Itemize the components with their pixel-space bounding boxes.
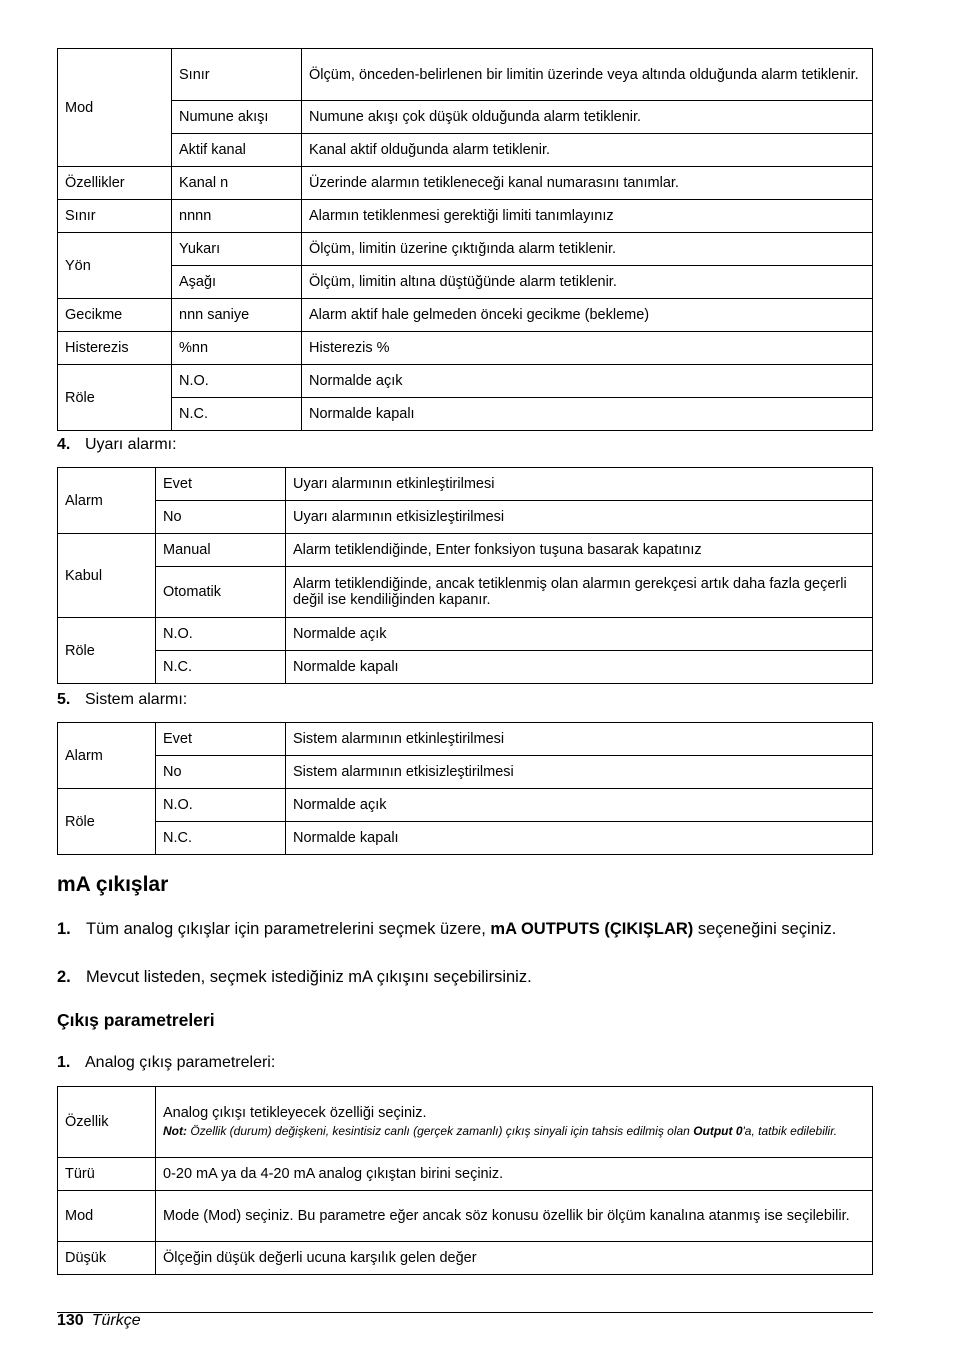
cell-numune-desc: Numune akışı çok düşük olduğunda alarm tetiklenir. [302, 101, 873, 134]
cell-turu: Türü [58, 1158, 156, 1191]
cell-kanal: Kanal n [172, 167, 302, 200]
cell-manual: Manual [156, 534, 286, 567]
output-parameters-table [57, 1086, 873, 1275]
cell-asagi-desc: Ölçüm, limitin altına düştüğünde alarm tetiklenir. [302, 266, 873, 299]
cell-no-contact: N.O. [156, 618, 286, 651]
cell-nn: %nn [172, 332, 302, 365]
cell-aktif-desc: Kanal aktif olduğunda alarm tetiklenir. [302, 134, 873, 167]
step-1 [57, 1053, 275, 1073]
cell-asagi: Aşağı [172, 266, 302, 299]
cell-histerezis: Histerezis [58, 332, 172, 365]
cell-turu-desc: 0-20 mA ya da 4-20 mA analog çıkıştan birini seçiniz. [156, 1158, 873, 1191]
cell-manual-desc: Alarm tetiklendiğinde, Enter fonksiyon tuşuna basarak kapatınız [286, 534, 873, 567]
cell-ozellik: Özellik [58, 1087, 156, 1158]
cell-evet: Evet [156, 723, 286, 756]
cell-no-contact-desc: Normalde açık [286, 618, 873, 651]
list-item-text-post: seçeneğini seçiniz. [693, 920, 837, 938]
page-number: 130 [57, 1312, 84, 1329]
section-heading: mA çıkışlar [57, 873, 169, 896]
list-item-number: 1. [57, 920, 71, 938]
note-post: 'a, tatbik edilebilir. [742, 1124, 838, 1138]
list-item-text [86, 919, 873, 940]
list-item-text-pre: Tüm analog çıkışlar için parametrelerini seçmek üzere, [86, 920, 491, 938]
list-item-text: Mevcut listeden, seçmek istediğiniz mA çıkışını seçebilirsiniz. [86, 968, 532, 986]
cell-dusuk-desc: Ölçeğin düşük değerli ucuna karşılık gelen değer [156, 1242, 873, 1275]
cell-role: Röle [58, 789, 156, 855]
cell-gecikme: Gecikme [58, 299, 172, 332]
cell-mod-desc: Mode (Mod) seçiniz. Bu parametre eğer ancak söz konusu özellik bir ölçüm kanalına atanmış ise seçilebilir. [156, 1191, 873, 1242]
cell-mod: Mod [58, 49, 172, 167]
cell-otomatik-desc: Alarm tetiklendiğinde, ancak tetiklenmiş olan alarmın gerekçesi artık daha fazla geçerli değil ise kendiliğinden kapanır. [286, 567, 873, 618]
cell-dusuk: Düşük [58, 1242, 156, 1275]
cell-evet: Evet [156, 468, 286, 501]
cell-alarm: Alarm [58, 723, 156, 789]
cell-nc-contact-desc: Normalde kapalı [286, 822, 873, 855]
menu-option-name: mA OUTPUTS (ÇIKIŞLAR) [490, 920, 694, 938]
note-label: Not: [163, 1124, 187, 1138]
cell-no-contact: N.O. [156, 789, 286, 822]
cell-sinir: Sınır [58, 200, 172, 233]
cell-yukari-desc: Ölçüm, limitin üzerine çıktığında alarm tetiklenir. [302, 233, 873, 266]
ozellik-desc-text: Analog çıkışı tetikleyecek özelliği seçiniz. [163, 1105, 427, 1121]
cell-sinir-sub: Sınır [172, 49, 302, 101]
cell-nc-contact-desc: Normalde kapalı [286, 651, 873, 684]
subsection-heading: Çıkış parametreleri [57, 1010, 215, 1030]
footer-language: Türkçe [91, 1312, 141, 1329]
cell-no-desc: Sistem alarmının etkisizleştirilmesi [286, 756, 873, 789]
step-4-text: Uyarı alarmı: [85, 436, 177, 453]
list-item [57, 967, 873, 988]
cell-aktif: Aktif kanal [172, 134, 302, 167]
cell-alarm: Alarm [58, 468, 156, 534]
cell-no: No [156, 756, 286, 789]
step-1-number: 1. [57, 1054, 71, 1071]
step-5-number: 5. [57, 691, 71, 708]
cell-evet-desc: Sistem alarmının etkinleştirilmesi [286, 723, 873, 756]
cell-role: Röle [58, 618, 156, 684]
cell-otomatik: Otomatik [156, 567, 286, 618]
cell-gecikme-desc: Alarm aktif hale gelmeden önceki gecikme (bekleme) [302, 299, 873, 332]
cell-nc-desc: Normalde kapalı [302, 398, 873, 431]
cell-nc: N.C. [172, 398, 302, 431]
cell-kabul: Kabul [58, 534, 156, 618]
system-alarm-table [57, 722, 873, 855]
step-5-text: Sistem alarmı: [85, 691, 188, 708]
cell-sinir2-desc: Alarmın tetiklenmesi gerektiği limiti tanımlayınız [302, 200, 873, 233]
cell-ozellik-desc [156, 1087, 873, 1158]
cell-nnn: nnn saniye [172, 299, 302, 332]
cell-ozellikler: Özellikler [58, 167, 172, 200]
cell-nc-contact: N.C. [156, 822, 286, 855]
cell-numune: Numune akışı [172, 101, 302, 134]
cell-no: No [156, 501, 286, 534]
cell-mod: Mod [58, 1191, 156, 1242]
alarm-settings-table [57, 48, 873, 431]
step-4-number: 4. [57, 436, 71, 453]
note-pre: Özellik (durum) değişkeni, kesintisiz canlı (gerçek zamanlı) çıkış sinyali için tahsis edilmiş olan [187, 1124, 694, 1138]
footer-divider [57, 1312, 873, 1313]
cell-no: N.O. [172, 365, 302, 398]
cell-nnnn: nnnn [172, 200, 302, 233]
cell-role: Röle [58, 365, 172, 431]
cell-evet-desc: Uyarı alarmının etkinleştirilmesi [286, 468, 873, 501]
page-footer [57, 1312, 141, 1330]
cell-no-contact-desc: Normalde açık [286, 789, 873, 822]
list-item [57, 919, 873, 940]
cell-yukari: Yukarı [172, 233, 302, 266]
cell-no-desc: Uyarı alarmının etkisizleştirilmesi [286, 501, 873, 534]
step-1-text: Analog çıkış parametreleri: [85, 1054, 276, 1071]
cell-nc-contact: N.C. [156, 651, 286, 684]
cell-yon: Yön [58, 233, 172, 299]
list-item-number: 2. [57, 968, 71, 986]
note-bold: Output 0 [693, 1124, 743, 1138]
cell-kanal-desc: Üzerinde alarmın tetikleneceği kanal numarasını tanımlar. [302, 167, 873, 200]
cell-no-desc: Normalde açık [302, 365, 873, 398]
step-5 [57, 690, 187, 710]
cell-sinir-desc: Ölçüm, önceden-belirlenen bir limitin üzerinde veya altında olduğunda alarm tetiklenir. [302, 49, 873, 101]
note-text [163, 1124, 865, 1139]
warning-alarm-table [57, 467, 873, 684]
cell-histerezis-desc: Histerezis % [302, 332, 873, 365]
step-4 [57, 435, 177, 455]
